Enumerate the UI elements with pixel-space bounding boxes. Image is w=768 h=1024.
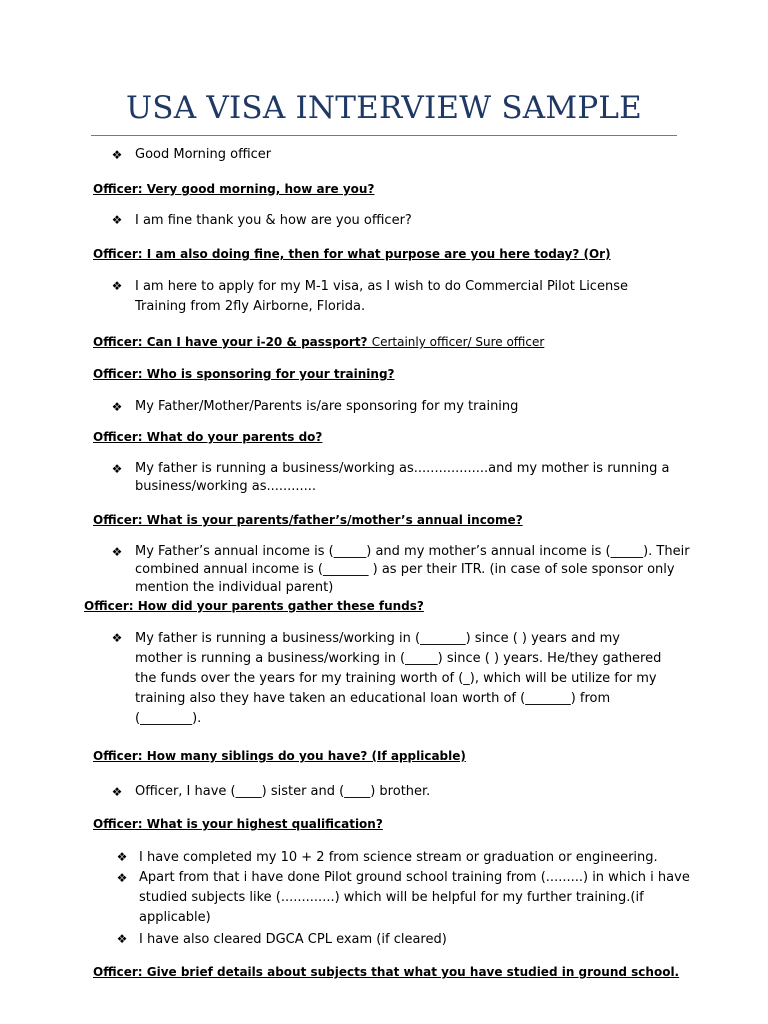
question-subjects: Officer: Give brief details about subjects that what you have studied in ground school. xyxy=(93,965,680,979)
question-sponsor: Officer: Who is sponsoring for your training? xyxy=(93,367,395,381)
reply-documents: Certainly officer/ Sure officer xyxy=(371,335,545,349)
bullet-icon: ❖ xyxy=(111,279,123,293)
question-documents-text: Officer: Can I have your i-20 & passport? xyxy=(93,335,368,349)
answer-sponsor: My Father/Mother/Parents is/are sponsoring for my training xyxy=(135,399,519,414)
bullet-icon: ❖ xyxy=(111,545,123,559)
bullet-icon: ❖ xyxy=(111,148,123,162)
answer-ground-school: Apart from that i have done Pilot ground school training from (.........) in which i have studied subjects like (.............) which will be helpful for my further training.(if applicable) xyxy=(139,870,690,925)
title-rule xyxy=(91,135,677,136)
answer-fine: I am fine thank you & how are you officer? xyxy=(135,213,412,228)
answer-purpose: I am here to apply for my M-1 visa, as I wish to do Commercial Pilot License Training from 2fly Airborne, Florida. xyxy=(135,279,628,314)
answer-dgca: I have also cleared DGCA CPL exam (if cleared) xyxy=(139,932,447,947)
question-funds: Officer: How did your parents gather these funds? xyxy=(84,599,424,613)
answer-funds: My father is running a business/working in (_______) since ( ) years and my mother is running a business/working in (_____) since ( ) years. He/they gathered the funds over the years for my training worth of (_), which will be utilize for my training also they have taken an educational loan worth of (_______) from (________). xyxy=(135,631,662,726)
bullet-icon: ❖ xyxy=(111,462,123,476)
bullet-icon: ❖ xyxy=(111,400,123,414)
question-how-are-you: Officer: Very good morning, how are you? xyxy=(93,182,375,196)
bullet-icon: ❖ xyxy=(111,785,123,799)
answer-qualification: I have completed my 10 + 2 from science stream or graduation or engineering. xyxy=(139,850,658,865)
bullet-icon: ❖ xyxy=(111,213,123,227)
bullet-icon: ❖ xyxy=(116,871,128,885)
bullet-icon: ❖ xyxy=(116,932,128,946)
answer-siblings: Officer, I have (____) sister and (____) brother. xyxy=(135,784,431,799)
bullet-icon: ❖ xyxy=(111,631,123,645)
document-title: USA VISA INTERVIEW SAMPLE xyxy=(125,90,643,126)
answer-parents-occupation: My father is running a business/working as..................and my mother is running a business/working as............ xyxy=(135,461,670,494)
question-parents-occupation: Officer: What do your parents do? xyxy=(93,430,323,444)
question-purpose: Officer: I am also doing fine, then for what purpose are you here today? (Or) xyxy=(93,247,611,261)
question-siblings: Officer: How many siblings do you have? (If applicable) xyxy=(93,749,466,763)
bullet-icon: ❖ xyxy=(116,850,128,864)
question-income: Officer: What is your parents/father’s/mother’s annual income? xyxy=(93,513,523,527)
answer-greeting: Good Morning officer xyxy=(135,147,272,162)
question-documents xyxy=(93,334,544,350)
question-qualification: Officer: What is your highest qualification? xyxy=(93,817,383,831)
answer-income: My Father’s annual income is (_____) and my mother’s annual income is (_____). Their combined annual income is (_______ ) as per their ITR. (in case of sole sponsor only mention the individual parent) xyxy=(135,544,690,595)
